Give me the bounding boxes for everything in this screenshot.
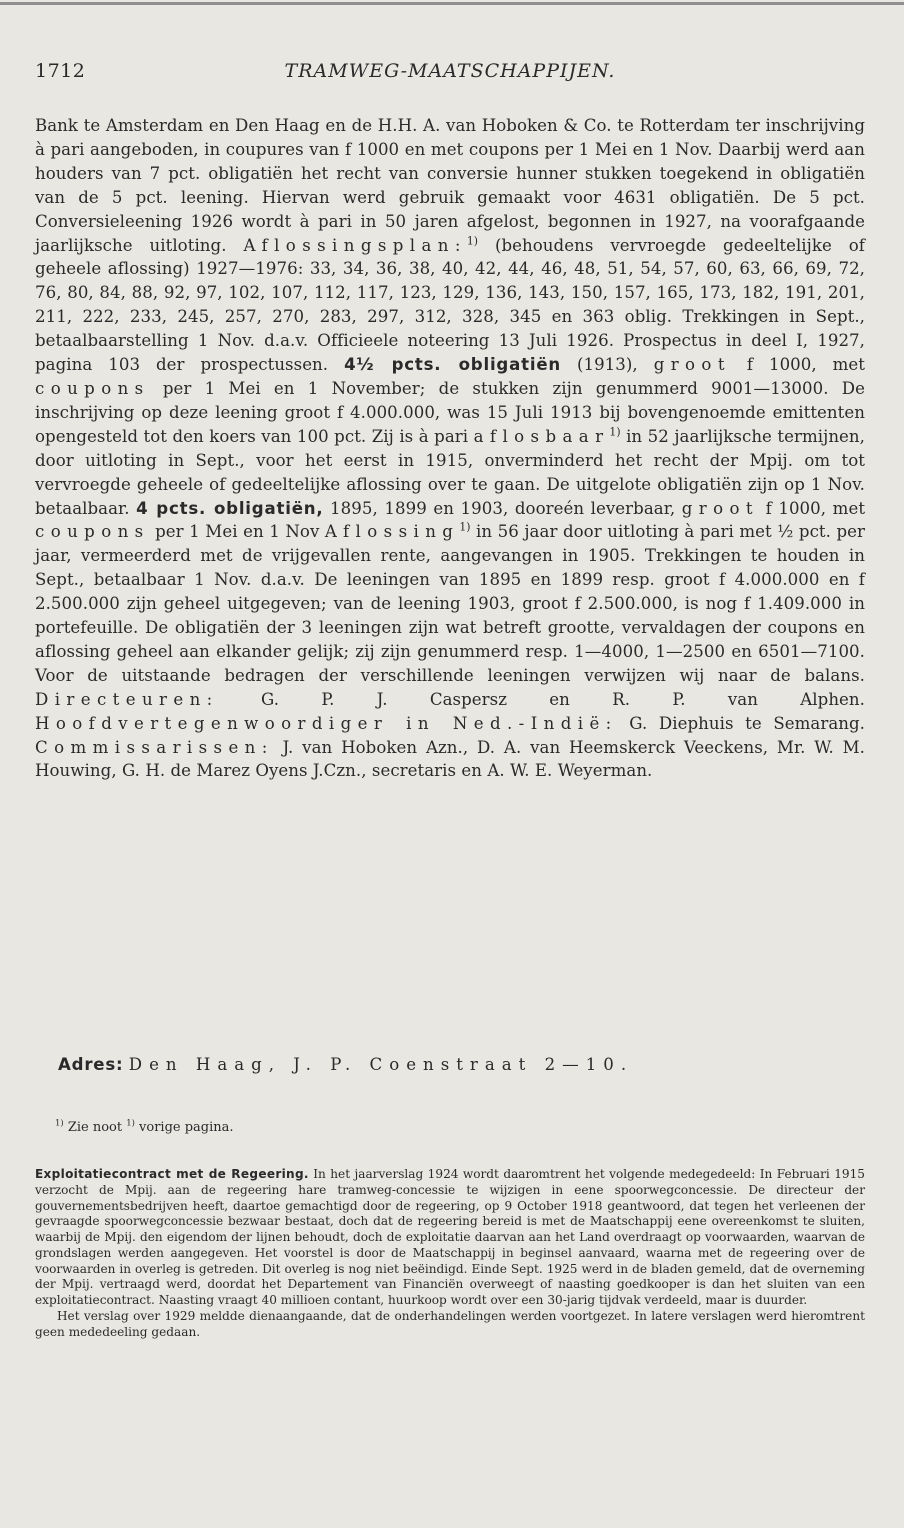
footnote-ref: 1) [609,425,621,439]
section-paragraph-2: Het verslag over 1929 meldde dienaangaande, dat de onderhandelingen werden voortgezet. In latere verslagen werd hieromtrent geen mededeeling gedaan. [35,1308,865,1339]
section-heading-4-pct: 4 pcts. obligatiën, [136,498,324,518]
spaced-term: Commissarissen: [35,737,274,757]
footnote-text: Zie noot [67,1120,123,1135]
spaced-term: Hoofdvertegenwoordiger in Ned.-Indië: [35,713,618,733]
footnote [55,1117,234,1135]
main-paragraph: Bank te Amsterdam en Den Haag en de H.H. A. van Hoboken & Co. te Rotterdam ter inschrijving à pari aangeboden, in coupures van f 1000 en met coupons per 1 Mei en 1 Nov. Daarbij werd aan houders van 7 pct. obligatiën het recht van conversie hunner stukken toegekend in obligatiën van de 5 pct. leening. Hiervan werd gebruik gemaakt voor 4631 obligatiën. De 5 pct. Conversieleening 1926 wordt à pari in 50 jaren afgelost, begonnen in 1927, na voorafgaande jaarlijksche uitloting. Aflossingsplan:$^{1)}$ (behoudens vervroegde gedeeltelijke of geheele aflossing) 1927—1976: 33, 34, 36, 38, 40, 42, 44, 46, 48, 51, 54, 57, 60, 63, 66, 69, 72, 76, 80, 84, 88, 92, 97, 102, 107, 112, 117, 123, 129, 136, 143, 150, 157, 165, 173, 182, 191, 201, 211, 222, 233, 245, 257, 270, 283, 297, 312, 328, 345 en 363 oblig. Trekkingen in Sept., betaalbaarstelling 1 Nov. d.a.v. Officieele noteering 13 Juli 1926. Prospectus in deel I, 1927, pagina 103 der prospectussen. 4½ pcts. obligatiën (1913), groot f 1000, met coupons per 1 Mei en 1 November; de stukken zijn genummerd 9001—13000. De inschrijving op deze leening groot f 4.000.000, was 15 Juli 1913 bij bovengenoemde emittenten opengesteld tot den koers van 100 pct. Zij is à pari aflosbaar$^{1)}$ in 52 jaarlijksche termijnen, door uitloting in Sept., voor het eerst in 1915, onverminderd het recht der Mpij. om tot vervroegde geheele of gedeeltelijke aflossing over te gaan. De uitgelote obligatiën zijn op 1 Nov. betaalbaar. 4 pcts. obligatiën, 1895, 1899 en 1903, dooreén leverbaar, groot f 1000, met coupons per 1 Mei en 1 Nov Aflossing$^{1)}$ in 56 jaar door uitloting à pari met ½ pct. per jaar, vermeerderd met de vrijgevallen rente, aangevangen in 1905. Trekkingen te houden in Sept., betaalbaar 1 Nov. d.a.v. De leeningen van 1895 en 1899 resp. groot f 4.000.000 en f 2.500.000 zijn geheel uitgegeven; van de leening 1903, groot f 2.500.000, is nog f 1.409.000 in portefeuille. De obligatiën der 3 leeningen zijn wat betreft grootte, vervaldagen der coupons en aflossing geheel aan elkander gelijk; zij zijn genummerd resp. 1—4000, 1—2500 en 6501—7100. Voor de uitstaande bedragen der verschillende leeningen verwijzen wij naar de balans. Directeuren: G. P. J. Caspersz en R. P. van Alphen. Hoofdvertegenwoordiger in Ned.-Indië: G. Diephuis te Semarang. Commissarissen: J. van Hoboken Azn., D. A. van Heemskerck Veeckens, Mr. W. M. Houwing, G. H. de Marez Oyens J.Czn., secretaris en A. W. E. Weyerman. [35,116,866,781]
spaced-term: Directeuren: [35,689,219,709]
section-heading-4-5-pct: 4½ pcts. obligatiën [344,355,561,375]
address-value: Den Haag, J. P. Coenstraat 2—10. [128,1055,634,1074]
footnote-ref: 1) [466,234,479,247]
footnote-ref: 1) [126,1117,135,1128]
spaced-term: Aflossing [324,522,460,542]
spaced-term: Aflossingsplan: [243,235,467,255]
address-label: Adres: [58,1055,124,1074]
page-header [35,60,865,90]
section-paragraph: Exploitatiecontract met de Regeering. In het jaarverslag 1924 wordt daaromtrent het volgende medegedeeld: In Februari 1915 verzocht de Mpij. aan de regeering hare tramweg-concessie te wijzigen in eene spoorwegconcessie. De directeur der gouvernementsbedrijven heeft, daartoe gemachtigd door de regeering, op 9 October 1918 geantwoord, dat tegen het verleenen der gevraagde spoorwegconcessie bezwaar bestaat, doch dat de regeering bereid is met de Maatschappij eene overeenkomst te sluiten, waarbij de Mpij. den eigendom der lijnen behoudt, doch de exploitatie daarvan aan het Land overdraagt op voorwaarden, waarvan de grondslagen werden aangegeven. Het voorstel is door de Maatschappij in beginsel aanvaard, waarna met de regeering over de voorwaarden in overleg is getreden. Dit overleg is nog niet beëindigd. Einde Sept. 1925 werd in de bladen gemeld, dat de overneming der Mpij. vertraagd werd, doordat het Departement van Financiën overweegt of naasting goedkooper is dan het sluiten van een exploitatiecontract. Naasting vraagt 40 millioen contant, huurkoop wordt over een 30-jarig tijdvak verdeeld, maar is duurder. [35,1167,865,1307]
top-rule [0,2,904,5]
footnote-ref: 1) [459,520,471,534]
exploitation-contract-section [35,1167,865,1340]
spaced-term: groot [681,498,759,518]
spaced-term: groot [653,355,731,375]
footnote-text-2: vorige pagina. [139,1120,234,1135]
spaced-term: aflosbaar [473,426,610,446]
section-heading: Exploitatiecontract met de Regeering. [35,1167,309,1181]
spaced-term: coupons [35,378,150,398]
address-line [58,1055,633,1074]
main-text [35,114,865,783]
footnote-mark: 1) [55,1117,64,1128]
page-number: 1712 [35,60,86,82]
running-title: TRAMWEG-MAATSCHAPPIJEN. [284,60,616,82]
spaced-term: coupons [35,522,150,542]
